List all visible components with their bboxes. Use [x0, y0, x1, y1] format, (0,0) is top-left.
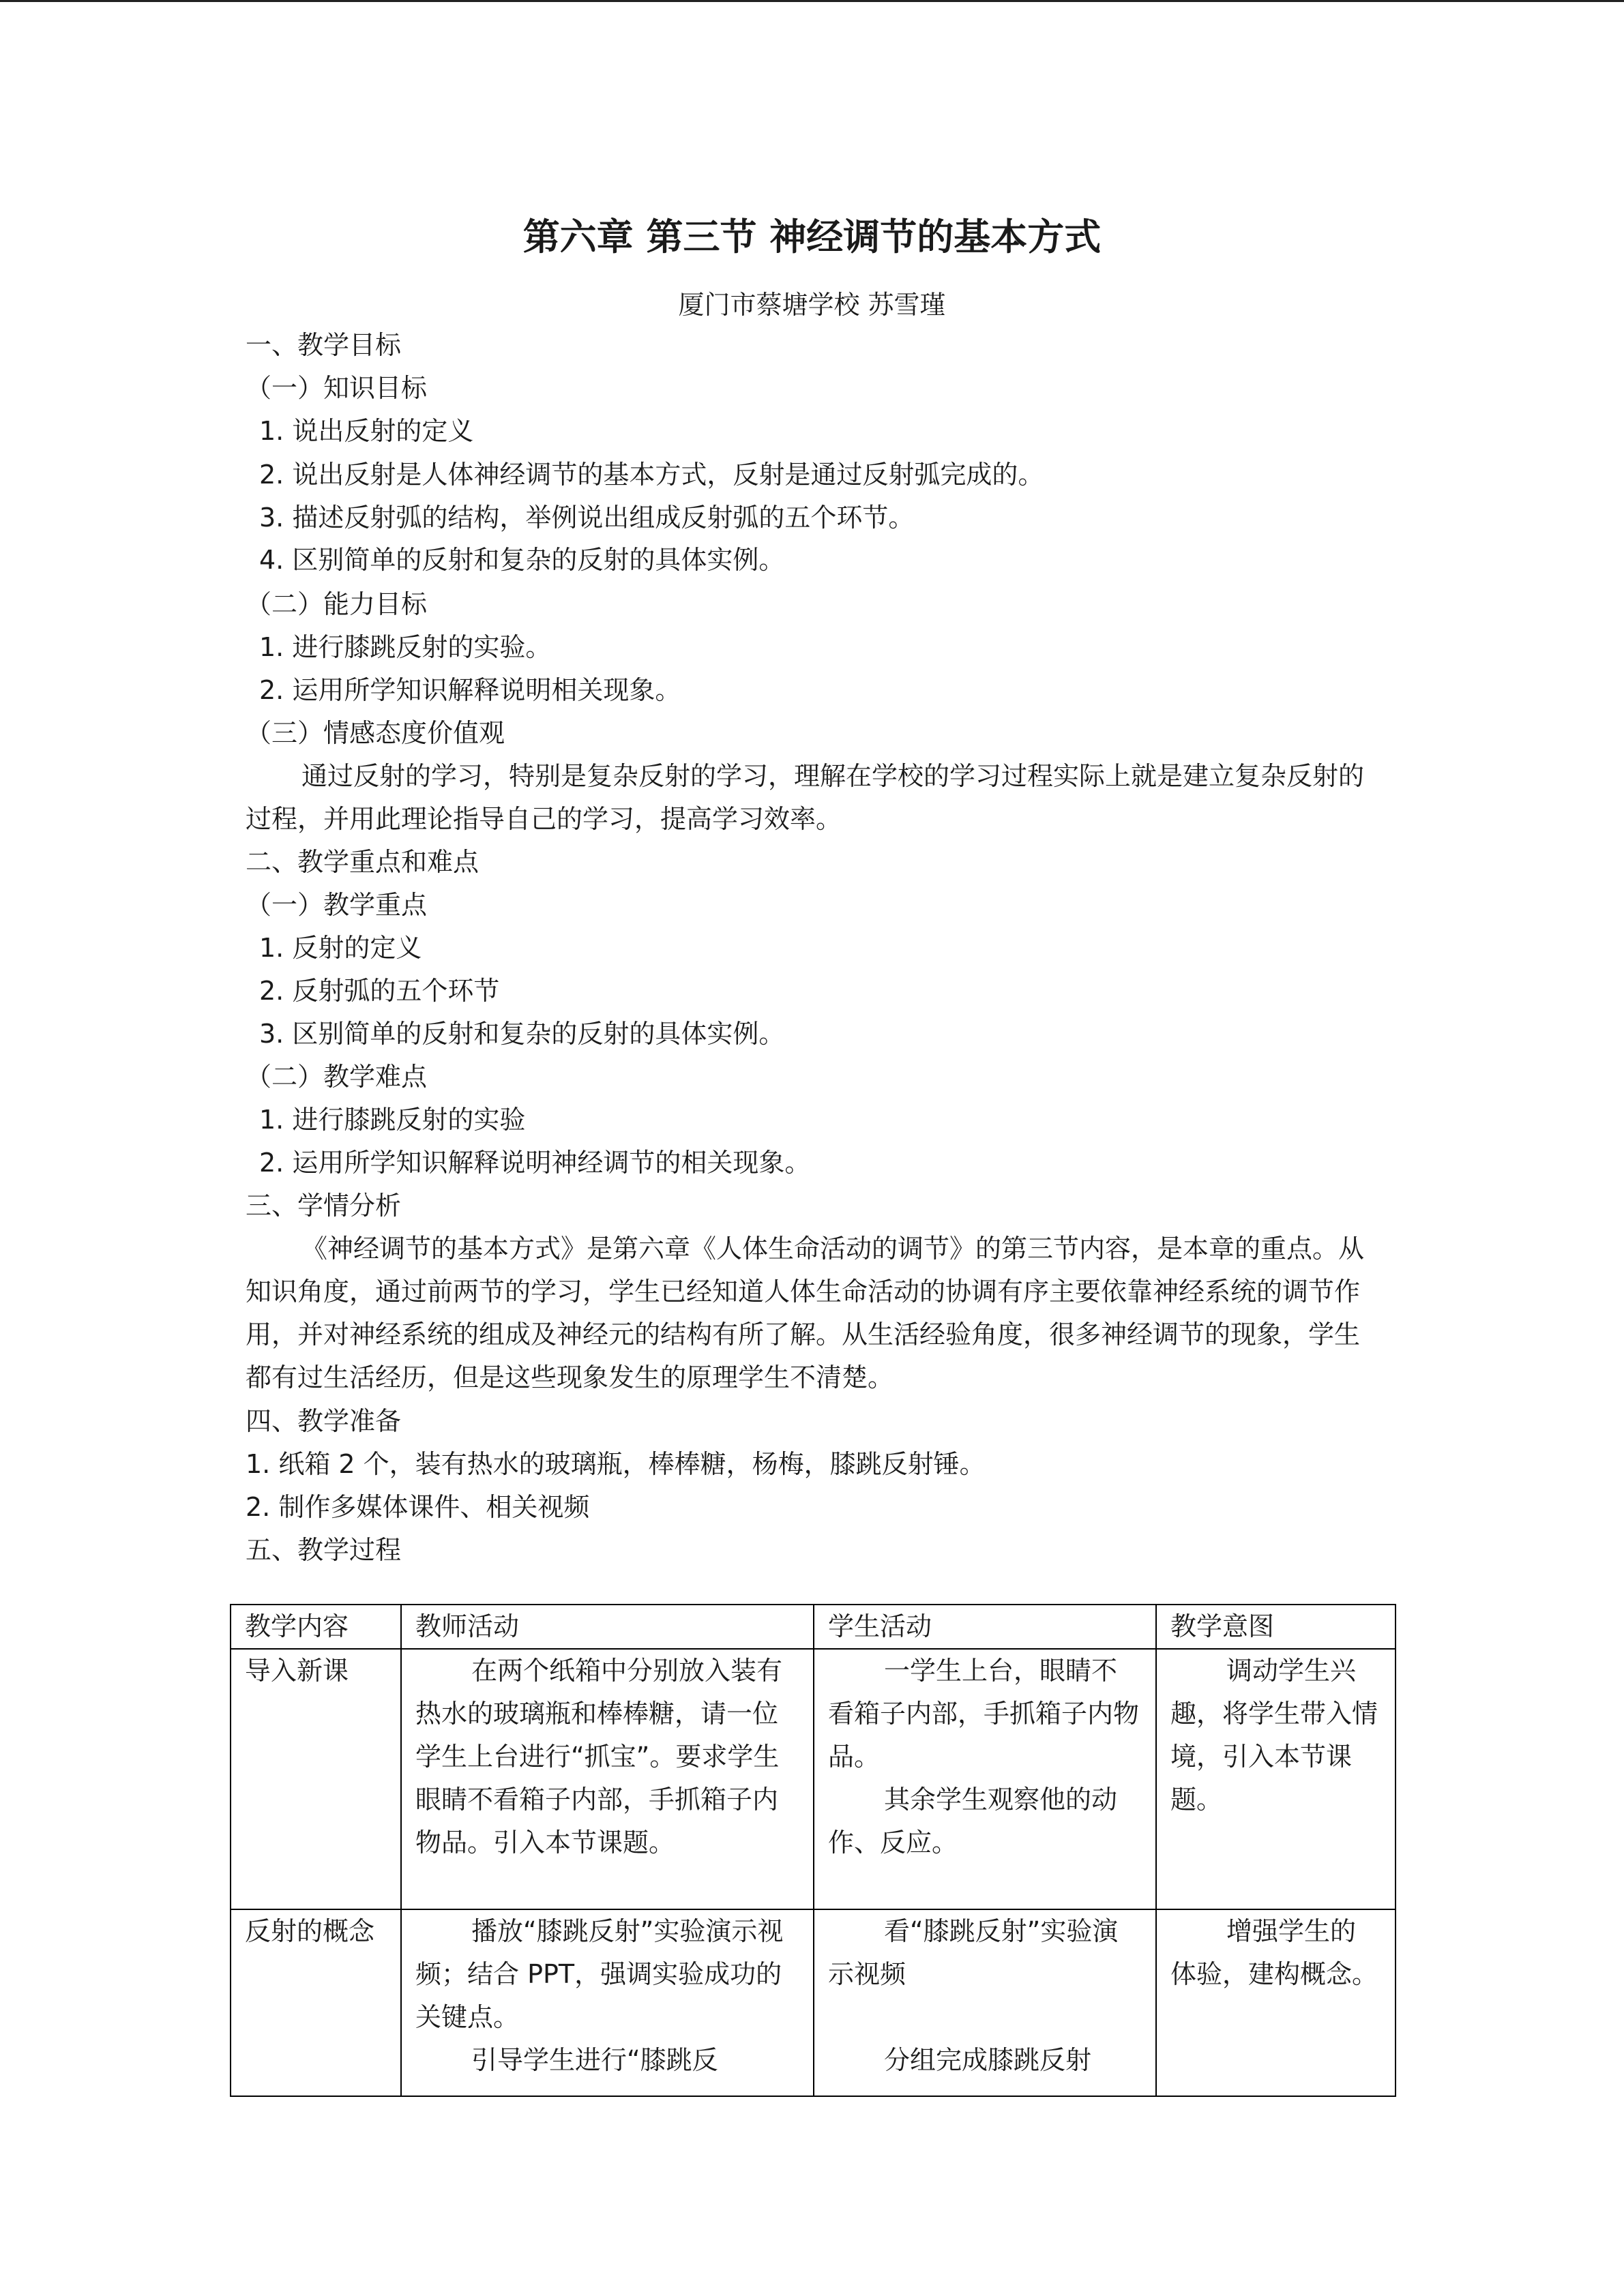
column-header: 教学内容 — [231, 1605, 401, 1649]
column-header: 学生活动 — [814, 1605, 1156, 1649]
list-item: 1. 进行膝跳反射的实验 — [259, 1105, 526, 1135]
cell-paragraph: 引导学生进行“膝跳反 — [471, 2045, 718, 2075]
paragraph-analysis: 《神经调节的基本方式》是第六章《人体生命活动的调节》的第三节内容，是本章的重点。从知识角度，通过前两节的学习，学生已经知道人体生命活动的协调有序主要依靠神经系统的调节作用，并对神经系统的组成及神经元的结构有所了解。从生活经验角度，很多神经调节的现象，学生都有过生活经历，但是这些现象发生的原理学生不清楚。 — [246, 1234, 1365, 1392]
cell-paragraph: 增强学生的体验，建构概念。 — [1170, 1916, 1378, 1989]
cell-content: 导入新课 — [231, 1649, 401, 1909]
table-header-row — [231, 1605, 1396, 1649]
list-item: 2. 说出反射是人体神经调节的基本方式，反射是通过反射弧完成的。 — [259, 460, 1044, 490]
subsection-heading: （三）情感态度价值观 — [246, 718, 505, 748]
list-item: 2. 运用所学知识解释说明相关现象。 — [259, 675, 681, 705]
list-item: 4. 区别简单的反射和复杂的反射的具体实例。 — [259, 545, 785, 575]
cell-teacher — [401, 1909, 814, 2096]
table-row — [231, 1909, 1396, 2096]
lesson-process-table — [230, 1604, 1396, 2097]
column-header: 教学意图 — [1156, 1605, 1396, 1649]
subsection-heading: （一）知识目标 — [246, 373, 428, 403]
paragraph-attitude: 通过反射的学习，特别是复杂反射的学习，理解在学校的学习过程实际上就是建立复杂反射的过程，并用此理论指导自己的学习，提高学习效率。 — [246, 761, 1365, 834]
list-item: 2. 制作多媒体课件、相关视频 — [246, 1492, 590, 1522]
list-item: 2. 反射弧的五个环节 — [259, 976, 500, 1006]
cell-intent — [1156, 1909, 1396, 2096]
list-item: 2. 运用所学知识解释说明神经调节的相关现象。 — [259, 1148, 811, 1178]
list-item: 1. 进行膝跳反射的实验。 — [259, 632, 552, 662]
section-heading: 五、教学过程 — [246, 1535, 402, 1565]
list-item: 3. 区别简单的反射和复杂的反射的具体实例。 — [259, 1019, 785, 1049]
cell-paragraph: 看“膝跳反射”实验演示视频 — [828, 1916, 1119, 1989]
cell-paragraph: 其余学生观察他的动作、反应。 — [828, 1785, 1118, 1858]
subsection-heading: （二）能力目标 — [246, 589, 428, 619]
subsection-heading: （一）教学重点 — [246, 890, 428, 920]
cell-paragraph: 在两个纸箱中分别放入装有热水的玻璃瓶和棒棒糖，请一位学生上台进行“抓宝”。要求学生眼睛不看箱子内部，手抓箱子内物品。引入本节课题。 — [415, 1656, 783, 1858]
cell-content: 反射的概念 — [231, 1909, 401, 2096]
subsection-heading: （二）教学难点 — [246, 1062, 428, 1092]
cell-paragraph: 播放“膝跳反射”实验演示视频；结合 PPT，强调实验成功的关键点。 — [415, 1916, 784, 2032]
list-item: 1. 说出反射的定义 — [259, 416, 474, 446]
section-heading: 二、教学重点和难点 — [246, 847, 479, 877]
section-heading: 一、教学目标 — [246, 330, 402, 360]
cell-teacher — [401, 1649, 814, 1909]
section-heading: 四、教学准备 — [246, 1406, 402, 1436]
top-border-line — [0, 0, 1624, 2]
cell-intent — [1156, 1649, 1396, 1909]
list-item: 1. 反射的定义 — [259, 933, 422, 963]
list-item: 1. 纸箱 2 个，装有热水的玻璃瓶，棒棒糖，杨梅，膝跳反射锤。 — [246, 1449, 986, 1479]
column-header: 教师活动 — [401, 1605, 814, 1649]
cell-student — [814, 1649, 1156, 1909]
section-heading: 三、学情分析 — [246, 1191, 402, 1221]
cell-paragraph: 调动学生兴趣，将学生带入情境，引入本节课题。 — [1170, 1656, 1378, 1815]
cell-paragraph: 分组完成膝跳反射 — [884, 2045, 1092, 2075]
author-byline: 厦门市蔡塘学校 苏雪瑾 — [678, 290, 946, 320]
table-row — [231, 1649, 1396, 1909]
list-item: 3. 描述反射弧的结构，举例说出组成反射弧的五个环节。 — [259, 503, 915, 533]
cell-student — [814, 1909, 1156, 2096]
cell-paragraph: 一学生上台，眼睛不看箱子内部，手抓箱子内物品。 — [828, 1656, 1140, 1772]
document-title: 第六章 第三节 神经调节的基本方式 — [522, 215, 1102, 258]
